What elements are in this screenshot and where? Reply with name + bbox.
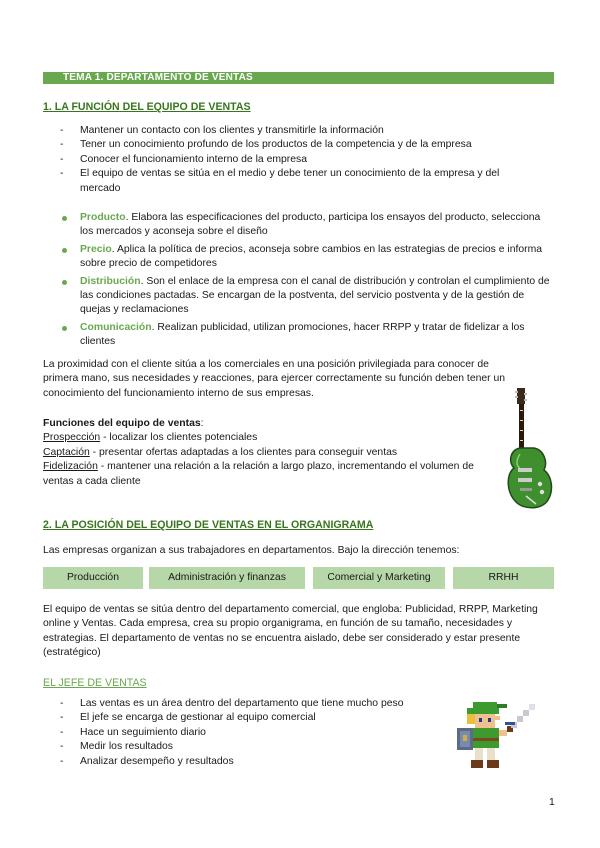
- list-item: - El jefe se encarga de gestionar al equipo comercial: [60, 711, 450, 725]
- list-item: - Medir los resultados: [60, 740, 450, 754]
- bullet-term: Distribución: [80, 275, 141, 287]
- page-number: 1: [549, 797, 555, 808]
- bullet-icon: [62, 248, 67, 253]
- bullet-text: . Son el enlace de la empresa con el canal de distribución y controlan el cumplimiento de las condiciones pactadas. Se encargan de la postventa, del servicio postventa y de la gestión de quejas y reclamaciones: [80, 275, 550, 316]
- org-box: RRHH: [453, 567, 554, 589]
- list-item: - Conocer el funcionamiento interno de la empresa: [60, 153, 530, 167]
- section2-intro: Las empresas organizan a sus trabajadores en departamentos. Bajo la dirección tenemos:: [43, 545, 460, 556]
- bullet-term: Comunicación: [80, 321, 152, 333]
- list-item: - Analizar desempeño y resultados: [60, 755, 450, 769]
- org-box: Producción: [43, 567, 143, 589]
- org-box: Comercial y Marketing: [313, 567, 445, 589]
- jefe-ventas-list: [60, 697, 450, 769]
- section1-heading: 1. LA FUNCIÓN DEL EQUIPO DE VENTAS: [43, 101, 251, 113]
- list-item: - Las ventas es un área dentro del departamento que tiene mucho peso: [60, 697, 450, 711]
- bullet-text: . Aplica la política de precios, aconseja sobre cambios en las estrategias de precios e informa sobre precio de competidores: [80, 243, 543, 270]
- bullet-term: Precio: [80, 243, 112, 255]
- section2-paragraph: El equipo de ventas se sitúa dentro del departamento comercial, que engloba: Publicidad, RRPP, Marketing online y Ventas. Cada empresa, crea su propio organigrama, en función de su tamaño, necesidades y estrategias. El departamento de ventas no se encuentra aislado, debe ser considerado y estar presente (estratégico): [43, 604, 538, 659]
- function-item: Fidelización - mantener una relación a la relación a largo plazo, incrementando el volumen de ventas a cada cliente: [43, 461, 474, 487]
- bullet-text: . Elabora las especificaciones del producto, participa los ensayos del producto, selecciona los mercados y aconseja sobre el diseño: [80, 212, 541, 238]
- list-item: - Hace un seguimiento diario: [60, 726, 450, 740]
- pixel-hero-icon: [455, 700, 539, 772]
- bullet-term: Producto: [80, 212, 126, 223]
- org-chart-row: [43, 567, 554, 589]
- list-item: [60, 243, 555, 272]
- functions-block: [43, 417, 493, 489]
- marketing-mix-list: [60, 211, 555, 353]
- bullet-text: . Realizan publicidad, utilizan promociones, hacer RRPP y tratar de fidelizar a los clientes: [80, 321, 525, 348]
- list-item: [60, 321, 555, 350]
- function-item: Captación - presentar ofertas adaptadas a los clientes para conseguir ventas: [43, 446, 398, 458]
- jefe-ventas-subheading: EL JEFE DE VENTAS: [43, 677, 147, 689]
- functions-title: Funciones del equipo de ventas:: [43, 418, 204, 429]
- list-item: [60, 211, 555, 240]
- org-box: Administración y finanzas: [149, 567, 305, 589]
- section2-heading: 2. LA POSICIÓN DEL EQUIPO DE VENTAS EN EL ORGANIGRAMA: [43, 519, 374, 531]
- bullet-icon: [62, 216, 67, 221]
- function-item: Prospección - localizar los clientes potenciales: [43, 432, 258, 444]
- section1-dash-list: [60, 124, 530, 196]
- topic-banner: TEMA 1. DEPARTAMENTO DE VENTAS: [43, 72, 554, 84]
- list-item: [60, 275, 555, 318]
- list-item: - Mantener un contacto con los clientes y transmitirle la información: [60, 124, 530, 138]
- list-item: - El equipo de ventas se sitúa en el medio y debe tener un conocimiento de la empresa y del mercado: [60, 167, 530, 196]
- list-item: - Tener un conocimiento profundo de los productos de la competencia y de la empresa: [60, 138, 530, 152]
- bullet-icon: [62, 280, 67, 285]
- proximity-paragraph: La proximidad con el cliente sitúa a los comerciales en una posición privilegiada para conocer de primera mano, sus necesidades y reacciones, para ejercer correctamente su función deben tener un conocimiento del funcionamiento interno de sus empresas.: [43, 359, 506, 399]
- guitar-icon: [506, 388, 554, 512]
- bullet-icon: [62, 326, 67, 331]
